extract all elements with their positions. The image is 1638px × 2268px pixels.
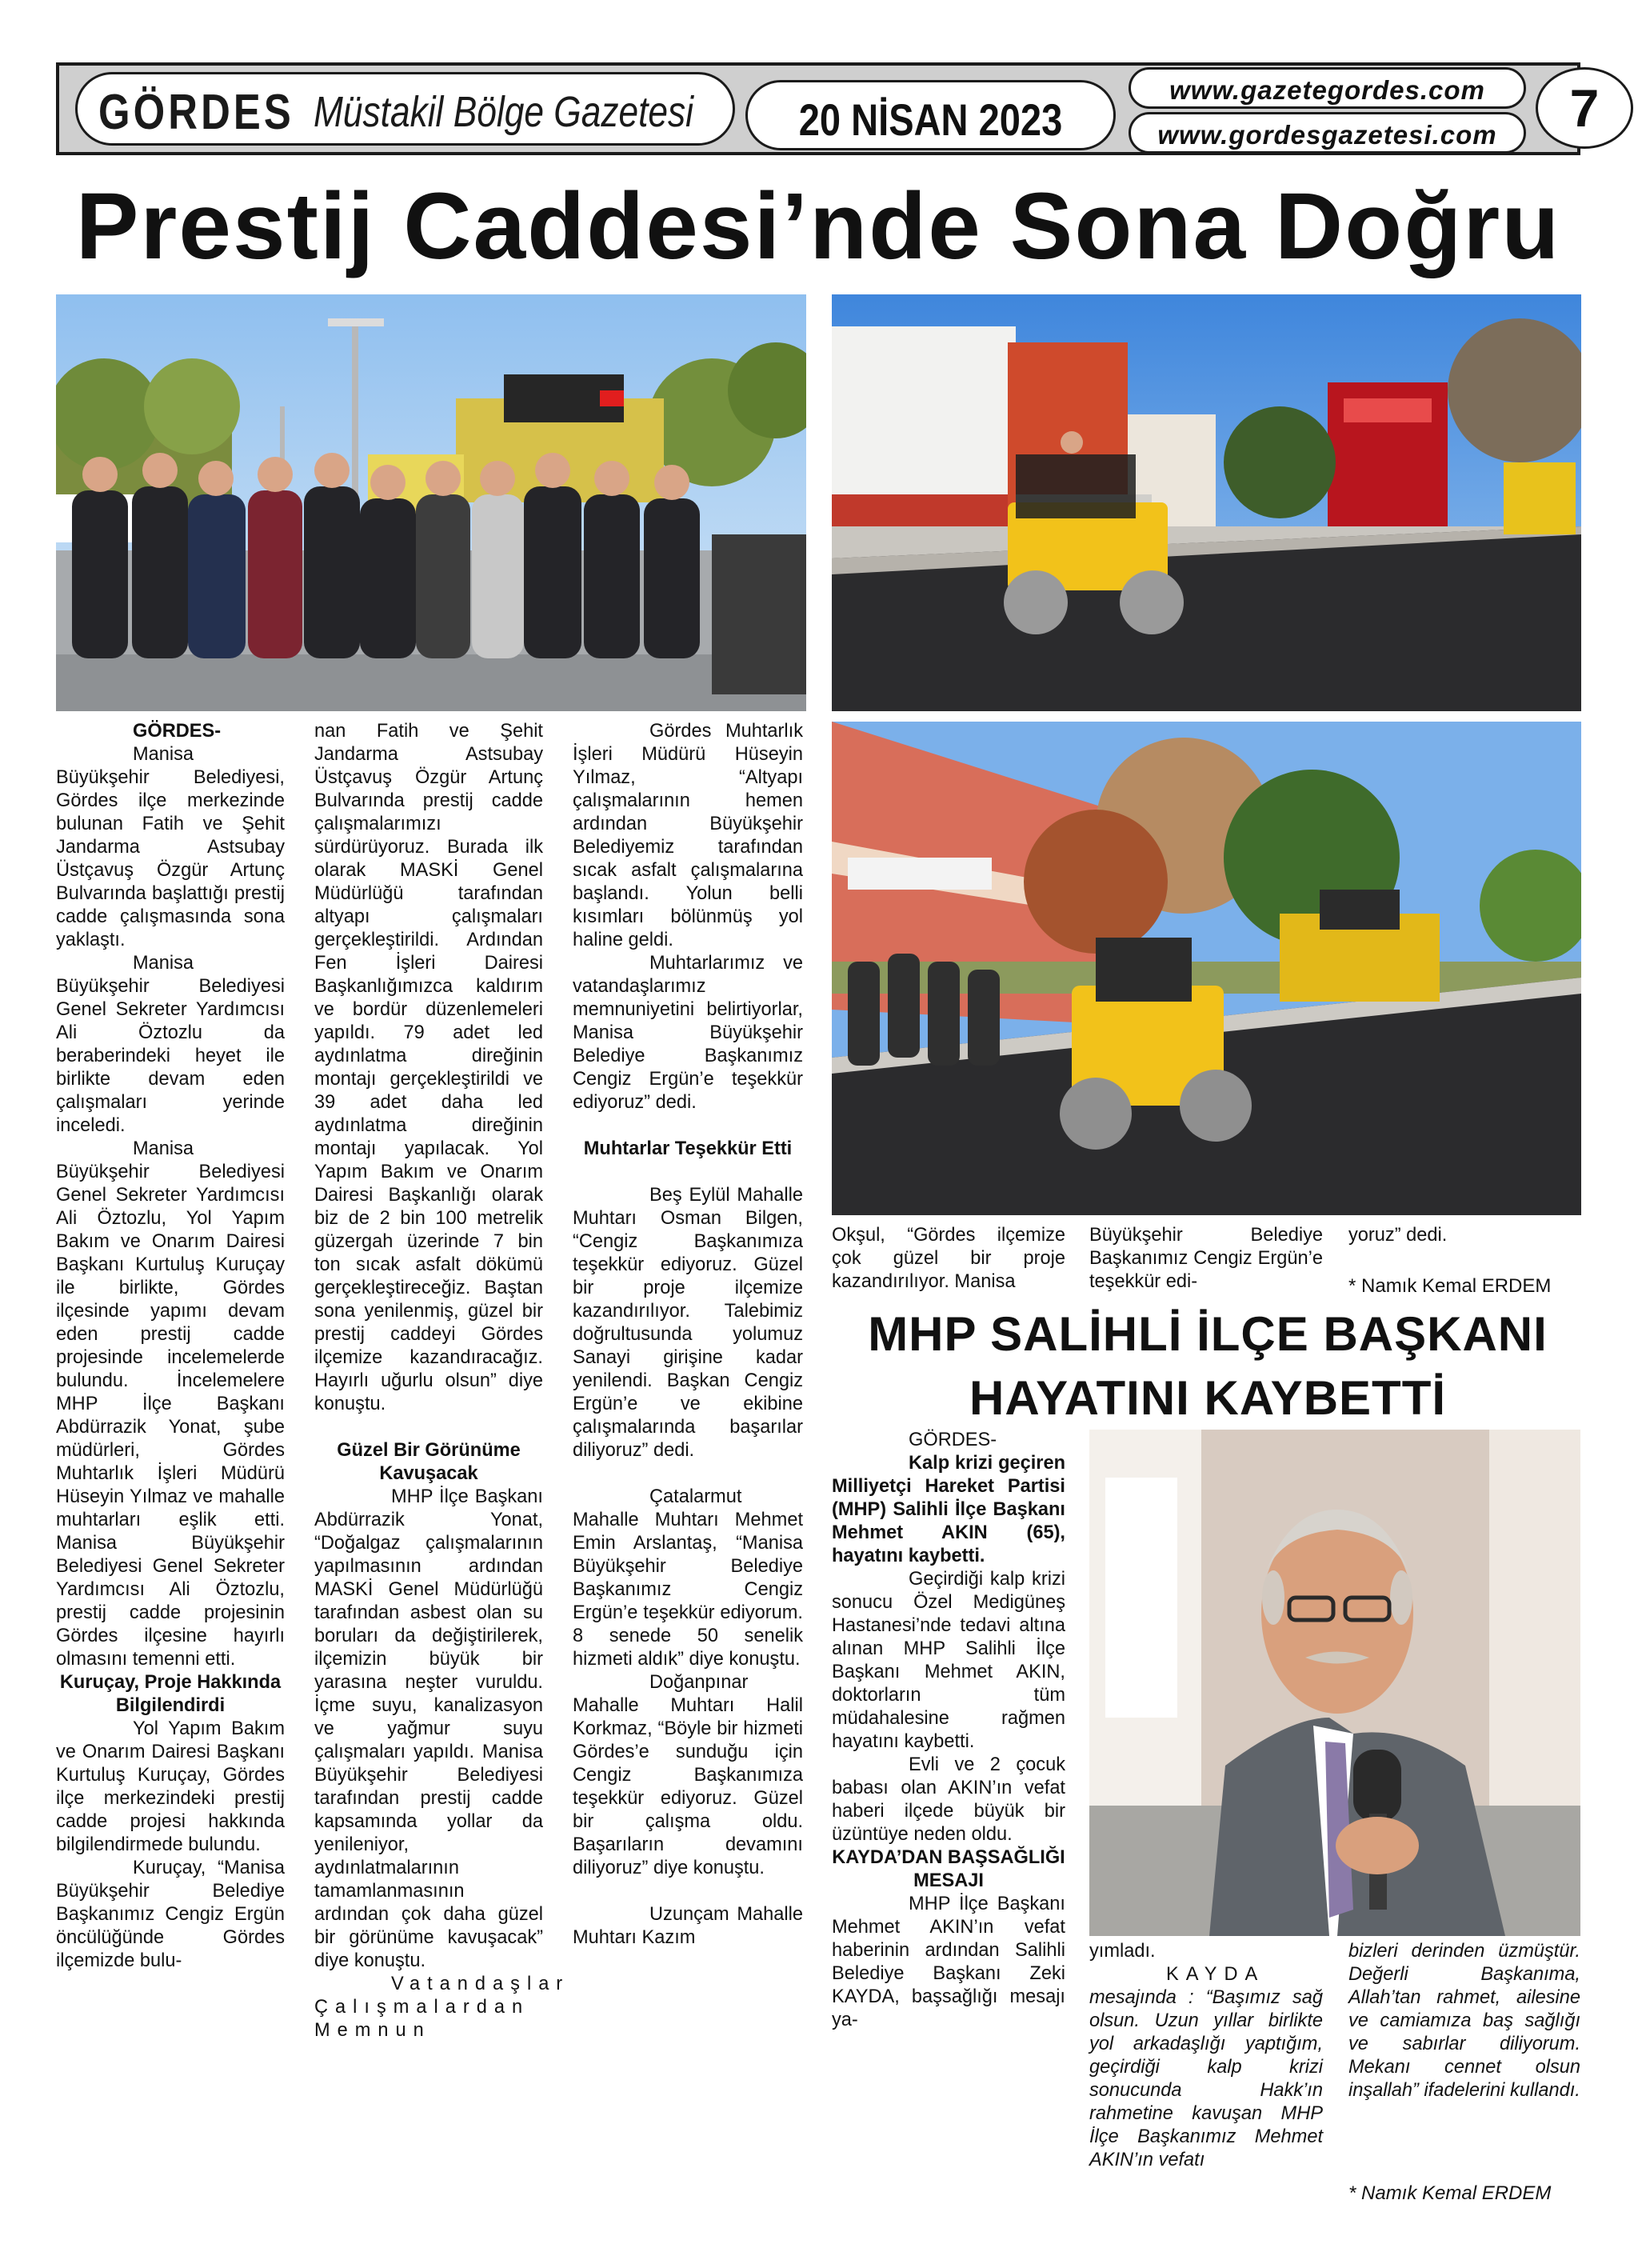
article2-paragraph: Evli ve 2 çocuk babası olan AKIN’ın vefat haberi ilçede büyük bir üzüntüye neden oldu. <box>832 1754 1065 1845</box>
article1-paragraph: yoruz” dedi. <box>1348 1225 1448 1246</box>
article2-paragraph: Geçirdiği kalp krizi sonucu Özel Medigüneş Hastanesi’nde tedavi altına alınan MHP Salihli İlçe Başkanı Mehmet AKIN, doktorların tüm müdahalesine rağmen hayatını kaybetti. <box>832 1569 1065 1752</box>
portrait-photo <box>1089 1430 1580 1936</box>
article2-column-1 <box>832 1429 1065 2032</box>
article1-paragraph: Büyükşehir Belediye Başkanımız Cengiz Ergün’e teşekkür edi- <box>1089 1225 1323 1292</box>
article2-quote: mesajında : “Başımız sağ olsun. Uzun yıllar birlikte yol arkadaşlığı yaptığım, geçirdiği kalp krizi sonucunda Hakk’ın rahmetine kavuşan MHP İlçe Başkanımız Mehmet AKIN’ın vefatı <box>1089 1987 1323 2170</box>
spacer <box>573 1880 803 1903</box>
article2-quote: bizleri derinden üzmüştür. Değerli Başkanıma, Allah’tan rahmet, ailesine ve camiamıza baş sağlığı ve sabırlar diliyorum. Mekanı cennet olsun inşallah” ifadelerini kullandı. <box>1348 1941 1580 2101</box>
article1-paragraph: Kuruçay, “Manisa Büyükşehir Belediye Başkanımız Cengiz Ergün öncülüğünde Gördes ilçemizde bulu- <box>56 1858 285 1971</box>
article1-paragraph: nan Fatih ve Şehit Jandarma Astsubay Üstçavuş Özgür Artunç Bulvarında prestij cadde çalışmalarımızı sürdürüyoruz. Burada ilk olarak MASKİ Genel Müdürlüğü tarafından altyapı çalışmaları gerçekleştirildi. Ardından Fen İşleri Dairesi Başkanlığımızca kaldırım ve bordür düzenlemeleri yapıldı. 79 adet led aydınlatma direğinin montajı gerçekleştirildi ve 39 adet daha led aydınlatma direğinin montajı yapılacak. Yol Yapım Bakım ve Onarım Dairesi Başkanlığı olarak biz de 2 bin 100 metrelik güzergah üzerinde 7 bin ton sıcak asfalt dökümü gerçekleştireceğiz. Baştan sona yenilenmiş, güzel bir prestij caddeyi Gördes ilçemize kazandıracağız. Hayırlı uğurlu olsun” diye konuştu. <box>314 721 543 1414</box>
masthead <box>56 62 1600 155</box>
article1-column-4 <box>832 1224 1065 1294</box>
article2-headline-line1: MHP SALİHLİ İLÇE BAŞKANI <box>868 1307 1548 1361</box>
group-photo <box>56 294 806 711</box>
brand-pill <box>75 72 735 146</box>
road-roller-photo <box>832 294 1581 711</box>
spacer <box>314 1416 543 1439</box>
website-url-2[interactable]: www.gordesgazetesi.com <box>1157 120 1497 150</box>
brand-subtitle: Müstakil Bölge Gazetesi <box>314 88 693 136</box>
article1-dateline: GÖRDES- <box>133 721 222 742</box>
brand-name: GÖRDES <box>98 85 294 140</box>
spacer <box>573 1462 803 1486</box>
article1-subheading: Kuruçay, Proje Hakkında Bilgilendirdi <box>59 1672 282 1716</box>
article1-paragraph: MHP İlçe Başkanı Abdürrazik Yonat, “Doğalgaz çalışmalarının yapılmasının ardından MASKİ Genel Müdürlüğü tarafından asbest olan su boruları da değiştirilerek, ilçemizin büyük bir yarasına neşter vuruldu. İçme suyu, kanalizasyon ve yağmur suyu çalışmaları yapıldı. Manisa Büyükşehir Belediyesi tarafından prestij cadde kapsamında yollar da yenileniyor, aydınlatmalarının tamamlanmasının ardından çok daha güzel bir görünüme kavuşacak” diye konuştu. <box>314 1486 543 1971</box>
article2-speaker: KAYDA <box>1166 1964 1265 1985</box>
article1-column-2 <box>314 720 570 2042</box>
article1-paragraph: Çatalarmut Mahalle Muhtarı Mehmet Emin Arslantaş, “Manisa Büyükşehir Belediye Başkanımız Cengiz Ergün’e teşekkür ediyorum. 8 senede 50 senelik hizmeti aldık” diye konuştu. <box>573 1486 803 1670</box>
website-url-1[interactable]: www.gazetegordes.com <box>1169 75 1485 105</box>
article2-dateline: GÖRDES- <box>909 1430 997 1450</box>
asphalt-paving-photo <box>832 722 1581 1215</box>
article1-paragraph: Gördes Muhtarlık İşleri Müdürü Hüseyin Yılmaz, “Altyapı çalışmalarının hemen ardından Büyükşehir Belediyemiz tarafından sıcak asfalt çalışmalarına başlandı. Yolun belli kısımları bölünmüş yol haline geldi. <box>573 721 803 950</box>
article2-subheading: KAYDA’DAN BAŞSAĞLIĞI MESAJI <box>832 1847 1065 1891</box>
article1-author: * Namık Kemal ERDEM <box>1348 1275 1552 1297</box>
article1-paragraph: Manisa Büyükşehir Belediyesi, Gördes ilçe merkezinde bulunan Fatih ve Şehit Jandarma Astsubay Üstçavuş Özgür Artunç Bulvarında başlattığı prestij cadde çalışmasında sona yaklaştı. <box>56 744 285 950</box>
article2-column-2 <box>1089 1940 1323 2172</box>
article2-author: * Namık Kemal ERDEM <box>1348 2182 1552 2204</box>
article2-column-3 <box>1348 1940 1580 2102</box>
main-headline: Prestij Caddesi’nde Sona Doğru <box>75 174 1561 279</box>
article1-column-1 <box>56 720 285 1973</box>
article2-lead: Kalp krizi geçiren Milliyetçi Hareket Partisi (MHP) Salihli İlçe Başkanı Mehmet AKIN (65), hayatını kaybetti. <box>832 1453 1065 1566</box>
spacer <box>573 1161 803 1184</box>
url-pill-1[interactable] <box>1129 67 1526 109</box>
article1-paragraph: Uzunçam Mahalle Muhtarı Kazım <box>573 1904 803 1948</box>
spacer <box>573 1114 803 1138</box>
date-pill <box>745 80 1116 150</box>
article1-paragraph: Muhtarlarımız ve vatandaşlarımız memnuniyetini belirtiyorlar, Manisa Büyükşehir Belediye Başkanımız Cengiz Ergün’e teşekkür ediyoruz” dedi. <box>573 953 803 1113</box>
article1-subheading: Güzel Bir Görünüme Kavuşacak <box>337 1440 521 1484</box>
article2-paragraph: MHP İlçe Başkanı Mehmet AKIN’ın vefat haberinin ardından Salihli Belediye Başkanı Zeki KAYDA, başsağlığı mesajı ya- <box>832 1894 1065 2030</box>
article1-paragraph: Okşul, “Gördes ilçemize çok güzel bir proje kazandırılıyor. Manisa <box>832 1225 1065 1292</box>
article1-column-6 <box>1348 1224 1580 1247</box>
page-number: 7 <box>1536 67 1633 149</box>
article1-paragraph: Beş Eylül Mahalle Muhtarı Osman Bilgen, “Cengiz Başkanımıza teşekkür ediyoruz. Güzel bir proje ilçemize kazandırılıyor. Talebimiz doğrultusunda yolumuz Sanayi girişine kadar yenilendi. Başkan Cengiz Ergün’e ve ekibine çalışmalarında başarılar diliyoruz” dedi. <box>573 1185 803 1461</box>
article2-paragraph: yımladı. <box>1089 1941 1156 1962</box>
article1-paragraph: Manisa Büyükşehir Belediyesi Genel Sekreter Yardımcısı Ali Öztozlu, Yol Yapım Bakım ve Onarım Dairesi Başkanı Kurtuluş Kuruçay ile birlikte, Gördes ilçesinde yapımı devam eden prestij cadde projesinde incelemelerde bulundu. İncelemelere MHP İlçe Başkanı Abdürrazik Yonat, şube müdürleri, Gördes Muhtarlık İşleri Müdürü Hüseyin Yılmaz ve mahalle muhtarları eşlik etti. Manisa Büyükşehir Belediyesi Genel Sekreter Yardımcısı Ali Öztozlu, prestij cadde projesinin Gördes ilçesine hayırlı olmasını temenni etti. <box>56 1138 285 1670</box>
article2-headline-line2: HAYATINI KAYBETTİ <box>969 1371 1447 1425</box>
article1-paragraph: Vatandaşlar Çalışmalardan Memnun <box>314 1974 570 2041</box>
issue-date: 20 NİSAN 2023 <box>798 94 1063 145</box>
article1-paragraph: Doğanpınar Mahalle Muhtarı Halil Korkmaz, “Böyle bir hizmeti Gördes’e sunduğu için Cengiz Başkanımıza teşekkür ediyoruz. Güzel bir çalışma oldu. Başarıların devamını diliyoruz” diye konuştu. <box>573 1672 803 1878</box>
url-pill-2[interactable] <box>1129 112 1526 154</box>
article1-paragraph: Manisa Büyükşehir Belediyesi Genel Sekreter Yardımcısı Ali Öztozlu da beraberindeki heyet ile birlikte devam eden çalışmaları yerinde inceledi. <box>56 953 285 1136</box>
article1-paragraph: Yol Yapım Bakım ve Onarım Dairesi Başkanı Kurtuluş Kuruçay, Gördes ilçe merkezindeki prestij cadde projesi hakkında bilgilendirmede bulundu. <box>56 1718 285 1855</box>
article1-column-5 <box>1089 1224 1323 1294</box>
article1-subheading: Muhtarlar Teşekkür Etti <box>583 1138 793 1159</box>
article2-headline <box>832 1302 1584 1430</box>
article1-column-3 <box>573 720 803 1950</box>
